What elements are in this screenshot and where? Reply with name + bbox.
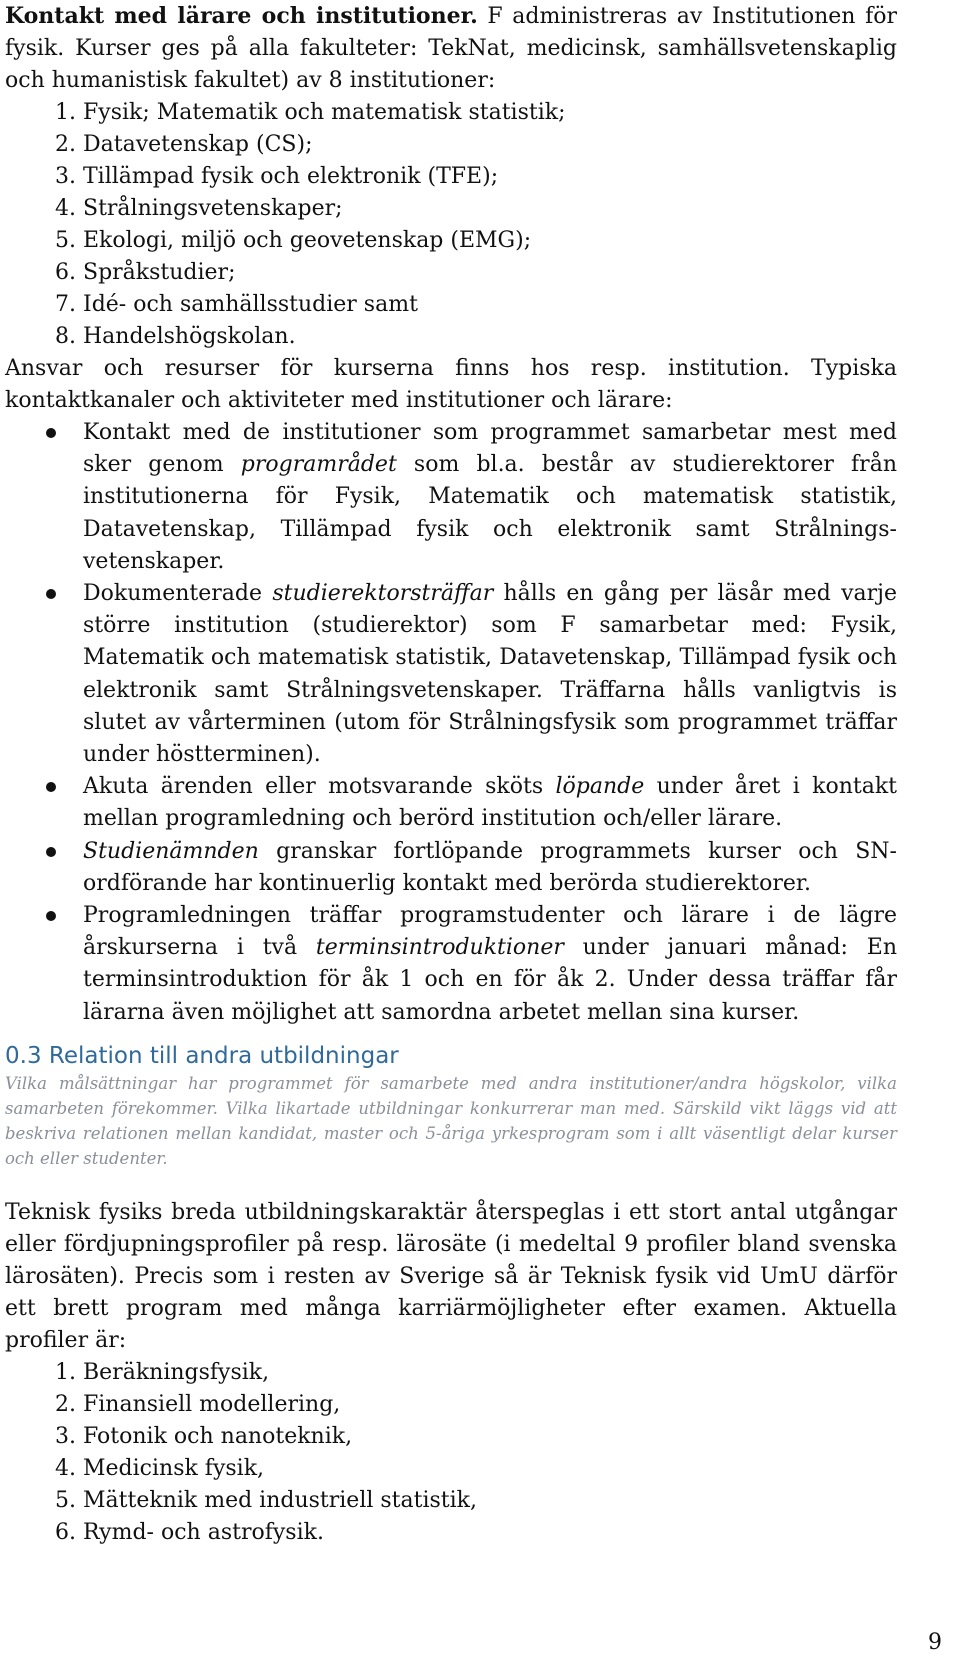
list-item: 3. Tillämpad fysik och elektronik (TFE); <box>83 161 897 193</box>
responsibility-line-1: Ansvar och resurser för kurserna finns hos resp. institution. Typiska <box>5 356 897 381</box>
bullet-emphasis: Studienämnden <box>83 838 259 864</box>
institutions-list <box>5 97 897 353</box>
list-item: 2. Datavetenskap (CS); <box>83 129 897 161</box>
section-heading <box>5 1041 897 1071</box>
document-page <box>5 0 897 1549</box>
list-item: 5. Ekologi, miljö och geovetenskap (EMG); <box>83 225 897 257</box>
responsibility-line-2: kontaktkanaler och aktiviteter med institutioner och lärare: <box>5 388 673 413</box>
bullet-text: Dokumenterade <box>83 581 273 607</box>
profiles-intro: Teknisk fysiks breda utbildningskaraktär återspeglas i ett stort antal utgångar eller fördjupningsprofiler på resp. lärosäte (i medeltal 9 profiler bland svenska lärosäten). Precis som i resten av Sverige så är Teknisk fysik vid UmU därför ett brett program med många karriärmöjligheter efter examen. Aktuella profiler är: <box>5 1199 897 1353</box>
section-guidance: Vilka målsättningar har programmet för samarbete med andra institutioner/andra högskolor, vilka samarbeten förekommer. Vilka likartade utbildningar konkurrerar man med. Särskild vikt läggs vid att beskriva relationen mellan kandidat, master och 5-åriga yrkesprogram som i allt väsentligt delar kurser och eller studenter. <box>5 1073 897 1168</box>
bullet-text: Programledningen träffar programstudenter och lärare i de lägre årskurserna i två <box>83 903 897 961</box>
intro-text: F administreras av Institutionen för fysik. Kurser ges på alla fakulteter: TekNat, medicinsk, samhällsvetenskaplig och humanistisk fakultet) av 8 institutioner: <box>5 4 897 93</box>
bullet-emphasis: studierektorsträffar <box>272 581 494 607</box>
bullet-text: granskar fortlöpande programmets kurser och SN-ordförande har kontinuerlig kontakt med berörda studierektorer. <box>83 838 897 896</box>
list-item: 2. Finansiell modellering, <box>83 1389 897 1421</box>
intro-bold-lead: Kontakt med lärare och institutioner. <box>5 3 478 29</box>
bullet-icon <box>46 782 56 792</box>
bullet-icon <box>46 589 56 599</box>
list-item <box>83 417 897 578</box>
bullet-text: Akuta ärenden eller motsvarande sköts <box>83 774 556 800</box>
bullet-text: under året i kontakt mellan programledning och berörd institution och/eller lärare. <box>83 774 897 832</box>
list-item: 4. Medicinsk fysik, <box>83 1453 897 1485</box>
intro-paragraph <box>5 0 897 97</box>
bullet-text: under januari månad: En terminsintroduktion för åk 1 och en för åk 2. Under dessa träffar får lärarna även möjlighet att samordna arbetet mellan sina kurser. <box>83 935 897 1025</box>
page-number: 9 <box>928 1630 942 1655</box>
bullet-icon <box>46 911 56 921</box>
list-item: 7. Idé- och samhällsstudier samt <box>83 289 897 321</box>
bullet-icon <box>46 847 56 857</box>
list-item <box>83 771 897 835</box>
bullet-emphasis: löpande <box>555 774 645 800</box>
bullet-icon <box>46 428 56 438</box>
bullet-text: som bl.a. består av studierektorer från institutionerna för Fysik, Matematik och matematisk statistik, Datavetenskap, Tillämpad fysik och elektronik samt Strålnings-vetenskaper. <box>83 452 897 574</box>
bullet-emphasis: programrådet <box>240 452 397 478</box>
contact-channels-list <box>5 417 897 1029</box>
list-item <box>83 836 897 900</box>
section-number: 0.3 <box>5 1042 42 1069</box>
list-item: 6. Rymd- och astrofysik. <box>83 1517 897 1549</box>
bullet-emphasis: terminsintroduktioner <box>315 935 564 961</box>
list-item: 1. Fysik; Matematik och matematisk statistik; <box>83 97 897 129</box>
list-item: 5. Mätteknik med industriell statistik, <box>83 1485 897 1517</box>
list-item: 6. Språkstudier; <box>83 257 897 289</box>
section-title: Relation till andra utbildningar <box>41 1042 399 1069</box>
bullet-text: Kontakt med de institutioner som programmet samarbetar mest med sker genom <box>83 420 897 478</box>
list-item <box>83 900 897 1029</box>
list-item: 3. Fotonik och nanoteknik, <box>83 1421 897 1453</box>
bullet-text: hålls en gång per läsår med varje större institution (studierektor) som F samarbetar med: Fysik, Matematik och matematisk statistik, Datavetenskap, Tillämpad fysik och elektronik samt Strålningsvetenskaper. Träffarna hålls vanligtvis is slutet av vårterminen (utom för Strålningsfysik som programmet träffar under höstterminen). <box>83 581 897 768</box>
list-item <box>83 578 897 771</box>
list-item: 1. Beräkningsfysik, <box>83 1357 897 1389</box>
list-item: 4. Strålningsvetenskaper; <box>83 193 897 225</box>
profiles-list <box>5 1357 897 1549</box>
list-item: 8. Handelshögskolan. <box>83 321 897 353</box>
